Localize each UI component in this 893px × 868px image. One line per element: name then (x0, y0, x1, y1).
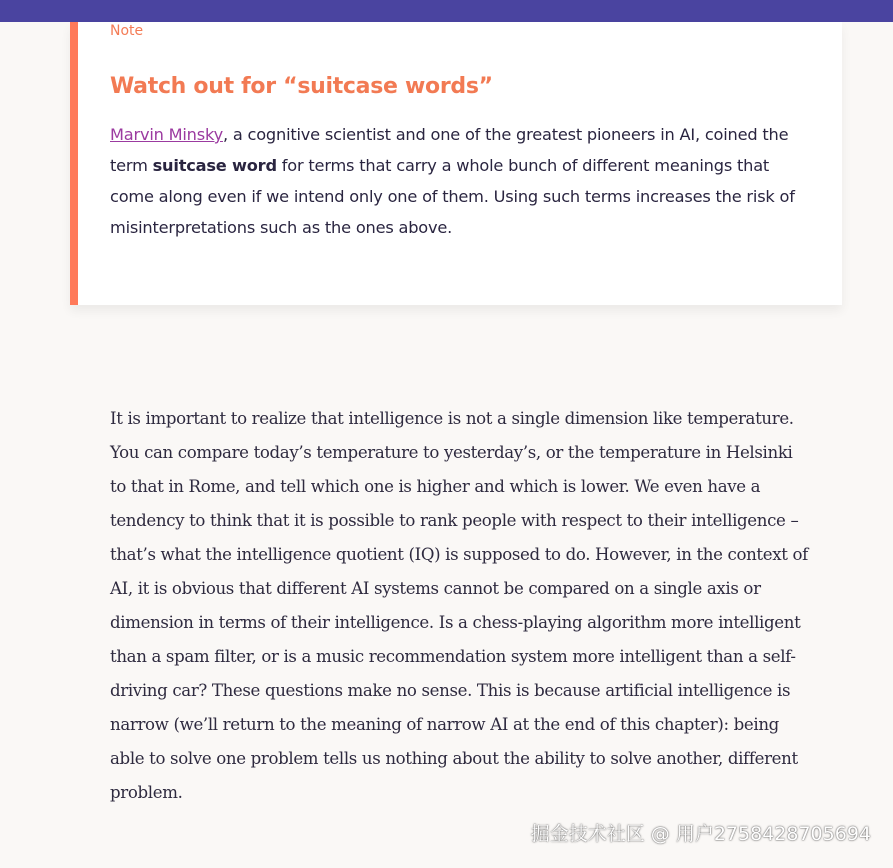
note-text-part2: for terms that carry a whole bunch of different meanings that come along even if we intend only one of them. Using such terms increases the risk of misinterpretations such as the ones above. (110, 156, 795, 237)
marvin-minsky-link[interactable]: Marvin Minsky (110, 125, 223, 144)
note-label: Note (110, 23, 144, 39)
note-callout (70, 22, 842, 305)
note-text-part1: , a cognitive scientist and one of the greatest pioneers in AI, coined the term (110, 125, 789, 175)
article-paragraph: It is important to realize that intelligence is not a single dimension like temperature. You can compare today’s temperature to yesterday’s, or the temperature in Helsinki to that in Rome, and tell which one is higher and which is lower. We even have a tendency to think that it is possible to rank people with respect to their intelligence – that’s what the intelligence quotient (IQ) is supposed to do. However, in the context of AI, it is obvious that different AI systems cannot be compared on a single axis or dimension in terms of their intelligence. Is a chess-playing algorithm more intelligent than a spam filter, or is a music recommendation system more intelligent than a self-driving car? These questions make no sense. This is because artificial intelligence is narrow (we’ll return to the meaning of narrow AI at the end of this chapter): being able to solve one problem tells us nothing about the ability to solve another, different problem. (110, 409, 808, 802)
note-accent-bar (70, 22, 78, 305)
note-title: Watch out for “suitcase words” (110, 74, 493, 99)
suitcase-word-term: suitcase word (152, 156, 277, 175)
watermark: 掘金技术社区 @ 用户2758428705694 (530, 823, 871, 845)
note-body (110, 119, 810, 243)
top-header-bar (0, 0, 893, 22)
